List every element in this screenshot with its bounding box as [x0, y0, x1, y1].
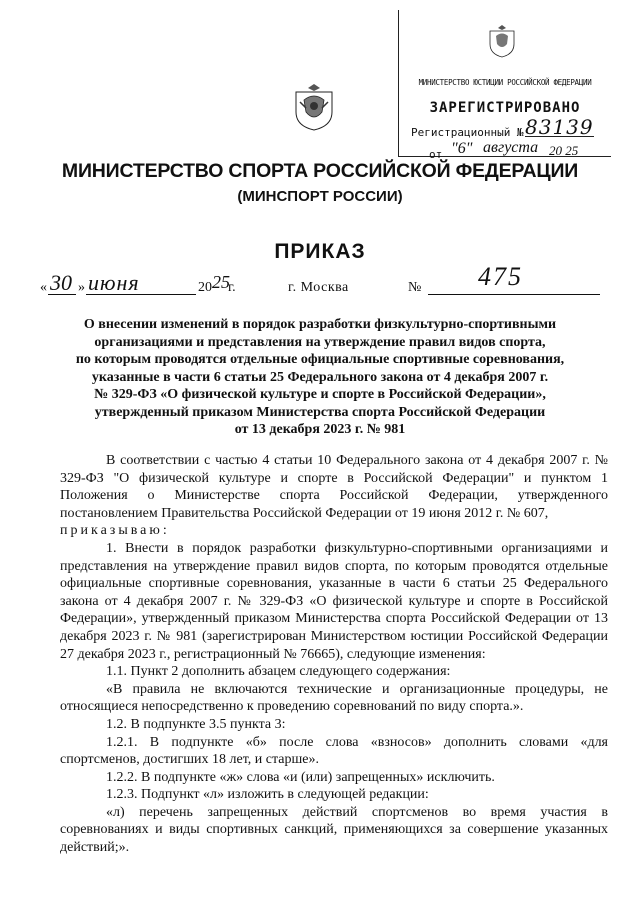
subject-line: по которым проводятся отдельные официальные спортивные соревнования, — [75, 352, 565, 367]
order-city: г. Москва — [288, 280, 349, 295]
order-title: ПРИКАЗ — [274, 240, 366, 263]
clause-1-2-1: 1.2.1. В подпункте «б» после слова «взносов» дополнить словами «для спортсменов, достигших 18 лет, и старше». — [60, 734, 608, 768]
registration-stamp — [398, 10, 611, 161]
clause-1-2-3: 1.2.3. Подпункт «л» изложить в следующей редакции: — [106, 787, 429, 803]
order-subject — [60, 316, 580, 439]
preamble-paragraph — [60, 452, 608, 522]
stamp-from-label: от — [429, 148, 443, 161]
clause-1-2-2: 1.2.2. В подпункте «ж» слова «и (или) запрещенных» исключить. — [106, 769, 495, 785]
subject-line: утвержденный приказом Министерства спорта Российской Федерации — [94, 404, 546, 420]
month-underline — [86, 294, 196, 295]
stamp-day: "6" — [451, 140, 473, 157]
clause-1-1: 1.1. Пункт 2 дополнить абзацем следующего содержания: — [106, 664, 451, 680]
order-day: 30 — [50, 270, 72, 295]
order-date-line — [0, 262, 640, 300]
stamp-reg-number-value: 83139 — [525, 115, 594, 139]
stamp-reg-number-label: Регистрационный № — [411, 126, 524, 139]
day-underline — [48, 294, 76, 295]
ministry-title: МИНИСТЕРСТВО СПОРТА РОССИЙСКОЙ ФЕДЕРАЦИИ — [61, 160, 579, 182]
subject-line: О внесении изменений в порядок разработки физкультурно-спортивными — [83, 317, 557, 332]
stamp-emblem-icon — [487, 24, 517, 58]
date-quote-close: » — [78, 280, 85, 295]
stamp-year: 20 25 — [549, 143, 579, 158]
clause-1-2: 1.2. В подпункте 3.5 пункта 3: — [106, 716, 286, 732]
clause-1: 1. Внести в порядок разработки физкультурно-спортивными организациями и представления на утверждение правил видов спорта, по которым проводятся отдельные официальные спортивные соревнования, указанные в части 6 статьи 25 Федерального закона от 4 декабря 2007 г. № 329-ФЗ «О физической культуре и спорте в Российской Федерации», утвержденный приказом Министерства спорта Российской Федерации от 13 декабря 2023 г. № 981 (зарегистрирован Министерством юстиции Российской Федерации 27 декабря 2023 г., регистрационный № 76665), следующие изменения: — [60, 540, 608, 662]
subject-line: от 13 декабря 2023 г. № 981 — [234, 422, 406, 437]
stamp-registered: ЗАРЕГИСТРИРОВАНО — [429, 100, 581, 116]
subject-line: организациями и представления на утверждение правил видов спорта, — [94, 334, 546, 350]
ministry-short-name: (МИНСПОРТ РОССИИ) — [237, 188, 403, 205]
order-body — [60, 452, 608, 857]
order-word-text: приказываю: — [60, 523, 170, 539]
clause-1-2-3-quote: «л) перечень запрещенных действий спортсменов во время участия в соревнованиях и виды спортивных санкций, применяющихся за совершение указанных действий;». — [60, 804, 608, 856]
clause-1-1-quote: «В правила не включаются технические и организационные процедуры, не относящиеся непосредственно к проведению соревнований по виду спорта.». — [60, 681, 608, 715]
order-year-handwritten: 25 — [212, 272, 230, 292]
stamp-month: августа — [483, 139, 539, 156]
date-quote-open: « — [40, 280, 47, 295]
preamble-text: В соответствии с частью 4 статьи 10 Федерального закона от 4 декабря 2007 г. № 329-ФЗ "О физической культуре и спорте в Российской Федерации" и пунктом 1 Положения о Министерстве спорта Российской Федерации, утвержденного постановлением Правительства Российской Федерации от 19 июня 2012 г. № 607, — [60, 453, 608, 521]
coat-of-arms-emblem — [292, 82, 336, 132]
order-month: июня — [88, 270, 140, 295]
order-number: 475 — [478, 262, 523, 291]
subject-line: указанные в части 6 статьи 25 Федерального закона от 4 декабря 2007 г. — [91, 369, 549, 385]
stamp-ministry-name: МИНИСТЕРСТВО ЮСТИЦИИ РОССИЙСКОЙ ФЕДЕРАЦИИ — [418, 78, 592, 87]
order-year-suffix: г. — [228, 280, 236, 295]
order-number-underline — [428, 294, 600, 295]
order-number-label: № — [408, 280, 422, 295]
order-year-prefix: 20 — [198, 280, 212, 295]
subject-line: № 329-ФЗ «О физической культуре и спорте в Российской Федерации», — [94, 387, 546, 402]
order-word — [60, 522, 608, 540]
